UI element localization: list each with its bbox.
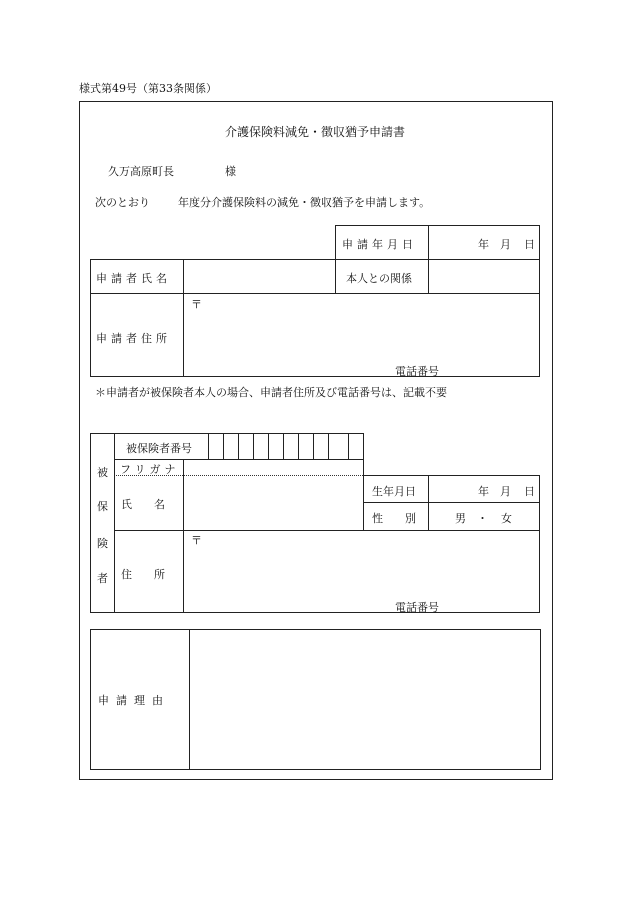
applicant-phone-label: 電話番号 [395,365,439,378]
application-date-month: 月 [500,238,511,251]
insured-number-field[interactable] [209,434,363,459]
insured-name-label: 氏 名 [121,498,165,511]
insured-side-char-1: 被 [97,466,108,479]
furigana-label: フリガナ [120,463,180,476]
applicant-postal-mark: 〒 [191,298,202,311]
birth-date-field[interactable] [429,476,539,502]
intro-prefix: 次のとおり [95,196,150,209]
insured-address-field[interactable] [184,531,539,612]
birth-date-day: 日 [524,485,535,498]
insured-name-field[interactable] [184,476,363,530]
form-title: 介護保険料減免・徴収猶予申請書 [224,125,405,139]
sex-option-female[interactable]: 女 [501,512,512,525]
reason-field[interactable] [191,630,539,768]
application-date-day: 日 [524,238,535,251]
applicant-name-label: 申請者氏名 [96,272,171,285]
relation-field[interactable] [429,260,539,293]
addressee-name: 久万高原町長 [108,165,174,178]
reason-label: 申請理由 [98,694,170,707]
insured-address-label: 住 所 [121,568,165,581]
application-date-year: 年 [478,238,489,251]
insured-side-char-4: 者 [97,572,108,585]
form-number: 様式第49号（第33条関係） [79,82,217,95]
applicant-note: ＊申請者が被保険者本人の場合、申請者住所及び電話番号は、記載不要 [95,386,447,399]
application-date-label: 申請年月日 [342,238,417,251]
insured-side-char-2: 保 [97,500,108,513]
sex-option-male[interactable]: 男 [455,512,466,525]
birth-date-month: 月 [500,485,511,498]
insured-postal-mark: 〒 [191,534,202,547]
insured-side-char-3: 険 [97,537,108,550]
application-date-field[interactable] [429,226,539,259]
furigana-field[interactable] [184,460,363,475]
addressee-honorific: 様 [225,165,236,178]
sex-separator: ・ [477,512,488,525]
relation-label: 本人との関係 [346,272,412,285]
sex-label: 性 別 [372,512,416,525]
birth-date-year: 年 [478,485,489,498]
applicant-name-field[interactable] [184,260,335,293]
birth-date-label: 生年月日 [372,485,416,498]
insured-phone-label: 電話番号 [395,601,439,614]
intro-text: 年度分介護保険料の減免・徴収猶予を申請します。 [178,196,431,209]
applicant-address-label: 申請者住所 [96,332,171,345]
applicant-address-field[interactable] [184,294,539,376]
insured-number-label: 被保険者番号 [126,442,192,455]
